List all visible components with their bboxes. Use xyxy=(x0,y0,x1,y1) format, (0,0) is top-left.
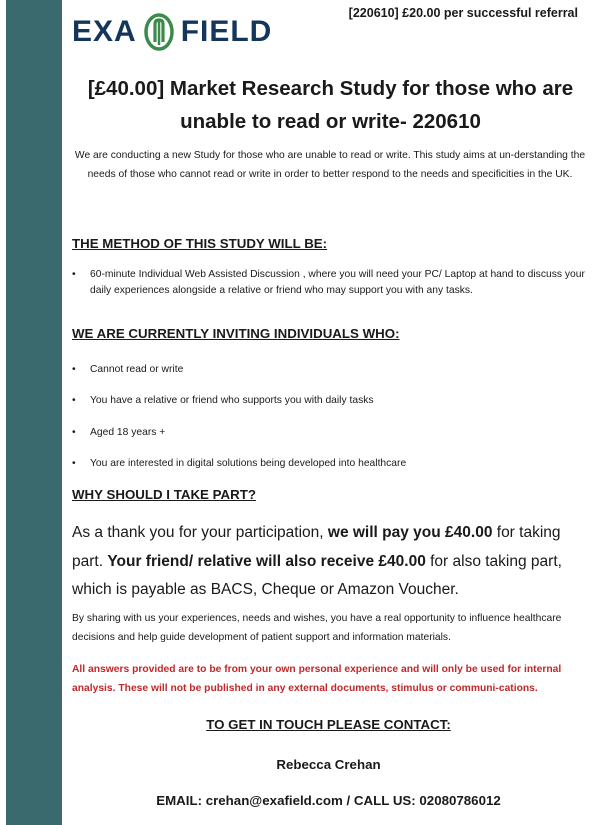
inviting-item xyxy=(72,425,588,441)
bullet-dot: • xyxy=(72,427,76,438)
intro-paragraph: We are conducting a new Study for those who are unable to read or write. This study aims at un-derstanding the needs of those who cannot read or write in order to better respond to the needs and specificities in the UK. xyxy=(74,150,586,180)
bullet-dot: • xyxy=(72,458,76,469)
bullet-dot: • xyxy=(72,395,76,406)
exafield-logo xyxy=(72,10,272,54)
payment-text-1: As a thank you for your participation, xyxy=(72,524,328,541)
logo-word-left: EXA xyxy=(72,15,137,48)
inviting-item-text: You have a relative or friend who supports you with daily tasks xyxy=(90,395,374,406)
inviting-item xyxy=(72,393,588,409)
payment-paragraph xyxy=(72,519,590,605)
why-heading: WHY SHOULD I TAKE PART? xyxy=(72,487,256,502)
contact-heading: TO GET IN TOUCH PLEASE CONTACT: xyxy=(206,717,451,732)
payment-text-2: for taking part. xyxy=(72,524,561,570)
inviting-heading: WE ARE CURRENTLY INVITING INDIVIDUALS WHO: xyxy=(72,326,400,341)
logo-mark-icon xyxy=(143,12,175,52)
relative-payment: Your friend/ relative will also receive £40.00 xyxy=(107,552,426,570)
flyer-page xyxy=(62,0,605,825)
privacy-warning: All answers provided are to be from your own personal experience and will only be used for internal analysis. These will not be published in any external documents, stimulus or communi-cations. xyxy=(72,664,562,694)
contact-name: Rebecca Crehan xyxy=(276,757,381,772)
method-item-text: 60-minute Individual Web Assisted Discussion , where you will need your PC/ Laptop at hand to discuss your daily experiences alongside a relative or friend who may support you with any tasks. xyxy=(90,269,585,296)
payment-amount: we will pay you £40.00 xyxy=(327,524,493,541)
inviting-item-text: You are interested in digital solutions being developed into healthcare xyxy=(90,458,407,469)
bullet-dot: • xyxy=(72,364,76,375)
contact-details[interactable]: EMAIL: crehan@exafield.com / CALL US: 02080786012 xyxy=(156,793,501,808)
page-title: [£40.00] Market Research Study for those who are unable to read or write- 220610 xyxy=(87,77,574,133)
logo-word-right: FIELD xyxy=(180,15,273,48)
sharing-paragraph: By sharing with us your experiences, needs and wishes, you have a real opportunity to influence healthcare decisions and help guide development of patient support and information materials. xyxy=(72,613,562,643)
inviting-item-text: Cannot read or write xyxy=(90,364,184,375)
sidebar-band xyxy=(6,0,62,825)
payment-text-3: for also taking part, which is payable as BACS, Cheque or Amazon Voucher. xyxy=(72,552,562,598)
inviting-item-text: Aged 18 years + xyxy=(90,427,166,438)
referral-note: [220610] £20.00 per successful referral xyxy=(348,6,578,20)
method-heading: THE METHOD OF THIS STUDY WILL BE: xyxy=(72,236,328,251)
inviting-item xyxy=(72,362,588,378)
inviting-item xyxy=(72,456,588,472)
bullet-dot: • xyxy=(72,269,76,280)
method-item xyxy=(72,267,588,299)
